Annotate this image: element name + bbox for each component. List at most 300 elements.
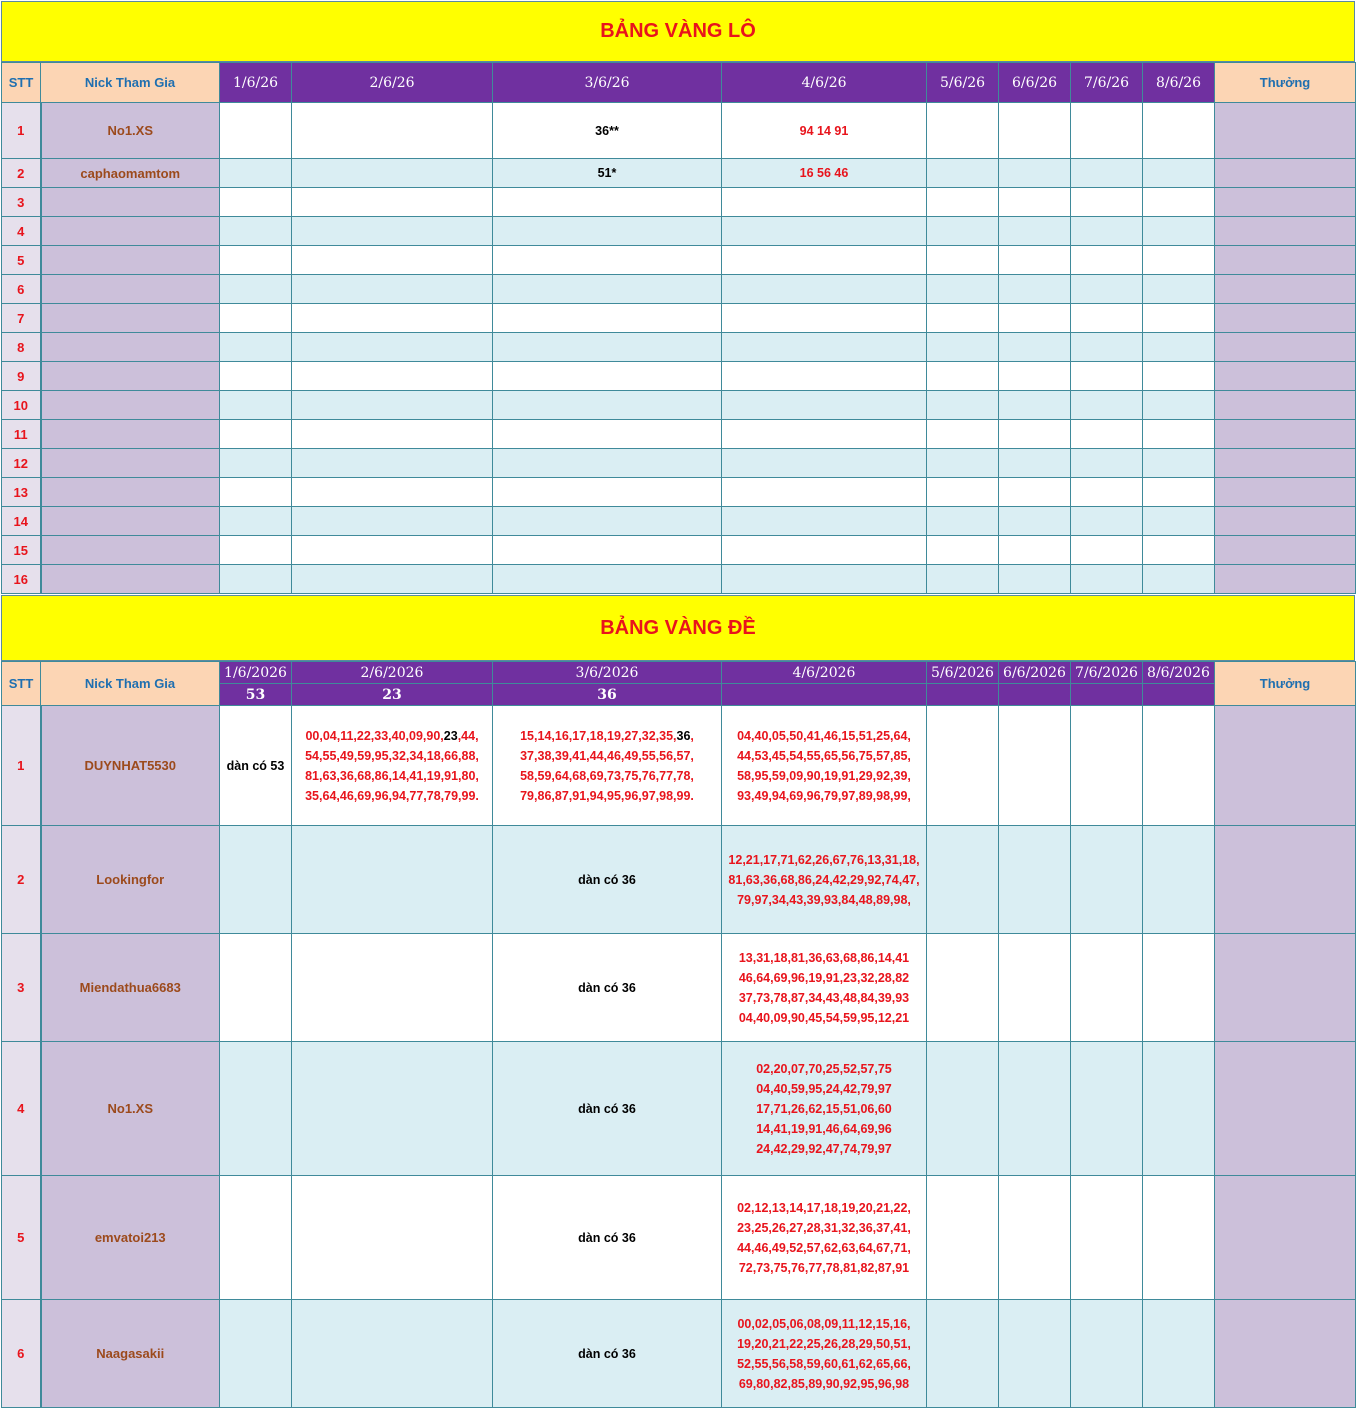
lo-row [2, 536, 1356, 565]
de-row-prize[interactable] [1215, 934, 1356, 1042]
de-row-day-7[interactable] [1071, 1300, 1143, 1408]
lo-title-banner[interactable] [1, 1, 1355, 62]
de-row-prize[interactable] [1215, 1176, 1356, 1300]
lo-row-prize[interactable] [1215, 159, 1356, 188]
lo-row-day-8[interactable] [1143, 304, 1215, 333]
lo-header-date-3[interactable]: 3/6/26 [493, 63, 722, 103]
lo-row-day-7[interactable] [1071, 507, 1143, 536]
lo-header-nick[interactable]: Nick Tham Gia [41, 63, 220, 103]
de-row-day-5[interactable] [927, 1300, 999, 1408]
lo-row-day-6[interactable] [999, 478, 1071, 507]
lo-header-date-6[interactable]: 6/6/26 [999, 63, 1071, 103]
de-row-day-3[interactable]: dàn có 36 [493, 1176, 722, 1300]
de-row-day-3[interactable]: dàn có 36 [493, 1300, 722, 1408]
lo-row-day-8[interactable] [1143, 103, 1215, 159]
lo-row-day-6[interactable] [999, 536, 1071, 565]
lo-row-day-1[interactable] [220, 159, 292, 188]
lo-row-day-1[interactable] [220, 103, 292, 159]
lo-row-day-1[interactable] [220, 391, 292, 420]
de-row-day-8[interactable] [1143, 706, 1215, 826]
lo-row-day-7[interactable] [1071, 275, 1143, 304]
lo-row-day-5[interactable] [927, 188, 999, 217]
lo-row-day-5[interactable] [927, 217, 999, 246]
lo-row-stt[interactable]: 14 [2, 507, 41, 536]
lo-row-day-8[interactable] [1143, 565, 1215, 594]
lo-row-day-2[interactable] [292, 449, 493, 478]
de-result-4[interactable] [722, 684, 927, 706]
lo-row-prize[interactable] [1215, 103, 1356, 159]
lo-row-prize[interactable] [1215, 188, 1356, 217]
de-row-day-6[interactable] [999, 1042, 1071, 1176]
de-row-day-5[interactable] [927, 826, 999, 934]
lo-row-day-5[interactable] [927, 362, 999, 391]
de-title-banner[interactable] [1, 595, 1355, 661]
lo-row-prize[interactable] [1215, 217, 1356, 246]
de-row [2, 1176, 1356, 1300]
de-row-day-3[interactable] [493, 706, 722, 826]
lo-row-prize[interactable] [1215, 246, 1356, 275]
lo-row-day-8[interactable] [1143, 362, 1215, 391]
lo-row [2, 507, 1356, 536]
lo-row-day-4[interactable] [722, 507, 927, 536]
de-result-2[interactable]: 23 [292, 684, 493, 706]
lo-row-day-7[interactable] [1071, 333, 1143, 362]
de-row-day-4[interactable]: 12,21,17,71,62,26,67,76,13,31,18, 81,63,36,68,86,24,42,29,92,74,47, 79,97,34,43,39,93,84,48,89,98, [722, 826, 927, 934]
lo-row-day-5[interactable] [927, 391, 999, 420]
de-row-day-5[interactable] [927, 1042, 999, 1176]
pick-list: 15,14,16,17,18,19,27,32,35, [520, 728, 677, 743]
lo-row-day-1[interactable] [220, 507, 292, 536]
lo-row-nick[interactable] [41, 304, 220, 333]
lo-row-day-3[interactable] [493, 391, 722, 420]
lo-row-day-8[interactable] [1143, 275, 1215, 304]
lo-row-nick[interactable] [41, 275, 220, 304]
lo-row-day-2[interactable] [292, 103, 493, 159]
lo-row-stt[interactable]: 3 [2, 188, 41, 217]
lo-row [2, 217, 1356, 246]
pick-list: 00,04,11,22,33,40,09,90, [305, 728, 444, 743]
de-header-date-7[interactable]: 7/6/2026 [1071, 662, 1143, 684]
lo-row-stt[interactable]: 4 [2, 217, 41, 246]
lo-row-day-2[interactable] [292, 217, 493, 246]
de-row [2, 1042, 1356, 1176]
lo-row-day-5[interactable] [927, 103, 999, 159]
de-result-8[interactable] [1143, 684, 1215, 706]
de-row-stt[interactable]: 2 [2, 826, 41, 934]
lo-row-day-8[interactable] [1143, 246, 1215, 275]
lo-row-stt[interactable]: 11 [2, 420, 41, 449]
lo-row [2, 246, 1356, 275]
lo-row [2, 362, 1356, 391]
lo-row-day-4[interactable] [722, 275, 927, 304]
de-row-day-4[interactable]: 13,31,18,81,36,63,68,86,14,41 46,64,69,96,19,91,23,32,28,82 37,73,78,87,34,43,48,84,39,93 04,40,09,90,45,54,59,95,12,21 [722, 934, 927, 1042]
de-row-day-2[interactable] [292, 1300, 493, 1408]
de-row-day-8[interactable] [1143, 826, 1215, 934]
de-row-day-8[interactable] [1143, 1042, 1215, 1176]
lo-row-day-6[interactable] [999, 391, 1071, 420]
lo-row-day-2[interactable] [292, 536, 493, 565]
de-row-day-5[interactable] [927, 706, 999, 826]
lo-row-day-3[interactable]: 51* [493, 159, 722, 188]
lo-row-day-6[interactable] [999, 449, 1071, 478]
de-row-day-2[interactable] [292, 1176, 493, 1300]
de-row [2, 934, 1356, 1042]
de-row-day-5[interactable] [927, 1176, 999, 1300]
de-header-date-3[interactable]: 3/6/2026 [493, 662, 722, 684]
lo-row-day-1[interactable] [220, 420, 292, 449]
lo-row-day-1[interactable] [220, 275, 292, 304]
de-row-day-8[interactable] [1143, 934, 1215, 1042]
lo-row [2, 188, 1356, 217]
lo-row-stt[interactable]: 15 [2, 536, 41, 565]
de-row [2, 826, 1356, 934]
lo-row-nick[interactable] [41, 217, 220, 246]
lo-row-prize[interactable] [1215, 391, 1356, 420]
de-header-nick[interactable]: Nick Tham Gia [41, 662, 220, 706]
lo-row-stt[interactable]: 13 [2, 478, 41, 507]
lo-row-day-6[interactable] [999, 420, 1071, 449]
lo-row-day-6[interactable] [999, 246, 1071, 275]
lo-row-day-5[interactable] [927, 420, 999, 449]
lo-row-prize[interactable] [1215, 362, 1356, 391]
lo-row-day-7[interactable] [1071, 246, 1143, 275]
lo-row-day-6[interactable] [999, 217, 1071, 246]
lo-row-nick[interactable]: No1.XS [41, 103, 220, 159]
lo-row-day-3[interactable] [493, 362, 722, 391]
lo-row-day-6[interactable] [999, 362, 1071, 391]
lo-row-day-7[interactable] [1071, 565, 1143, 594]
lo-row [2, 565, 1356, 594]
de-row-prize[interactable] [1215, 826, 1356, 934]
lo-row-day-8[interactable] [1143, 420, 1215, 449]
lo-row-day-1[interactable] [220, 478, 292, 507]
lo-row-stt[interactable]: 12 [2, 449, 41, 478]
de-row-day-6[interactable] [999, 934, 1071, 1042]
lo-row-day-3[interactable]: 36** [493, 103, 722, 159]
lo-row-day-6[interactable] [999, 275, 1071, 304]
lo-row [2, 449, 1356, 478]
de-row-stt[interactable]: 1 [2, 706, 41, 826]
lo-row-day-1[interactable] [220, 449, 292, 478]
lo-row-day-2[interactable] [292, 478, 493, 507]
lo-row-day-1[interactable] [220, 362, 292, 391]
lo-header-date-8[interactable]: 8/6/26 [1143, 63, 1215, 103]
lo-row-day-4[interactable]: 16 56 46 [722, 159, 927, 188]
lo-row-day-4[interactable] [722, 246, 927, 275]
de-row-prize[interactable] [1215, 1042, 1356, 1176]
lo-row-day-5[interactable] [927, 304, 999, 333]
lo-row-day-2[interactable] [292, 304, 493, 333]
de-header-stt[interactable]: STT [2, 662, 41, 706]
lo-header-prize[interactable]: Thưởng [1215, 63, 1356, 103]
lo-row-day-3[interactable] [493, 188, 722, 217]
lo-row-day-4[interactable] [722, 478, 927, 507]
de-header-date-4[interactable]: 4/6/2026 [722, 662, 927, 684]
lo-row-day-3[interactable] [493, 304, 722, 333]
de-result-7[interactable] [1071, 684, 1143, 706]
lo-row-day-1[interactable] [220, 188, 292, 217]
lo-row-day-2[interactable] [292, 391, 493, 420]
lo-row-prize[interactable] [1215, 536, 1356, 565]
de-row-day-3[interactable]: dàn có 36 [493, 826, 722, 934]
de-row-day-1[interactable]: dàn có 53 [220, 706, 292, 826]
de-result-3[interactable]: 36 [493, 684, 722, 706]
de-row-day-4[interactable]: 02,20,07,70,25,52,57,75 04,40,59,95,24,42,79,97 17,71,26,62,15,51,06,60 14,41,19,91,46,64,69,96 24,42,29,92,47,74,79,97 [722, 1042, 927, 1176]
lo-row-day-5[interactable] [927, 536, 999, 565]
lo-row-prize[interactable] [1215, 333, 1356, 362]
de-row-day-1[interactable] [220, 1300, 292, 1408]
lo-row-day-7[interactable] [1071, 188, 1143, 217]
de-row-day-1[interactable] [220, 1176, 292, 1300]
de-header-date-1[interactable]: 1/6/2026 [220, 662, 292, 684]
lo-row-day-2[interactable] [292, 565, 493, 594]
de-row-nick[interactable]: emvatoi213 [41, 1176, 220, 1300]
lo-row-day-7[interactable] [1071, 449, 1143, 478]
de-header-date-2[interactable]: 2/6/2026 [292, 662, 493, 684]
lo-row-nick[interactable] [41, 536, 220, 565]
lo-row-day-3[interactable] [493, 217, 722, 246]
lo-row-prize[interactable] [1215, 420, 1356, 449]
de-row-day-7[interactable] [1071, 826, 1143, 934]
lo-row-nick[interactable] [41, 507, 220, 536]
lo-header-date-4[interactable]: 4/6/26 [722, 63, 927, 103]
de-row-day-1[interactable] [220, 1042, 292, 1176]
lo-row-day-2[interactable] [292, 188, 493, 217]
lo-row [2, 159, 1356, 188]
de-row-nick[interactable]: DUYNHAT5530 [41, 706, 220, 826]
lo-row-day-2[interactable] [292, 159, 493, 188]
lo-row-day-3[interactable] [493, 333, 722, 362]
lo-row-day-8[interactable] [1143, 391, 1215, 420]
lo-row-day-6[interactable] [999, 159, 1071, 188]
lo-row-day-4[interactable] [722, 536, 927, 565]
lo-row-day-6[interactable] [999, 565, 1071, 594]
lo-row [2, 478, 1356, 507]
lo-row-day-7[interactable] [1071, 217, 1143, 246]
de-result-6[interactable] [999, 684, 1071, 706]
lo-row-prize[interactable] [1215, 449, 1356, 478]
lo-row-prize[interactable] [1215, 275, 1356, 304]
de-row-day-3[interactable]: dàn có 36 [493, 1042, 722, 1176]
lo-row-day-4[interactable] [722, 362, 927, 391]
lo-row-day-3[interactable] [493, 420, 722, 449]
lo-row-day-6[interactable] [999, 188, 1071, 217]
lo-row-nick[interactable] [41, 333, 220, 362]
de-row-day-4[interactable]: 00,02,05,06,08,09,11,12,15,16, 19,20,21,22,25,26,28,29,50,51, 52,55,56,58,59,60,61,62,65,66, 69,80,82,85,89,90,92,95,96,98 [722, 1300, 927, 1408]
de-row-day-1[interactable] [220, 934, 292, 1042]
lo-header-date-2[interactable]: 2/6/26 [292, 63, 493, 103]
lo-row-day-2[interactable] [292, 420, 493, 449]
lo-row-day-5[interactable] [927, 333, 999, 362]
lo-row-day-1[interactable] [220, 217, 292, 246]
lo-row-day-2[interactable] [292, 362, 493, 391]
lo-row-day-1[interactable] [220, 246, 292, 275]
de-row-day-2[interactable] [292, 1042, 493, 1176]
lo-row-day-3[interactable] [493, 565, 722, 594]
de-row-day-1[interactable] [220, 826, 292, 934]
lo-row-day-7[interactable] [1071, 536, 1143, 565]
lo-row-day-4[interactable] [722, 333, 927, 362]
lo-row-day-6[interactable] [999, 103, 1071, 159]
lo-row-stt[interactable]: 8 [2, 333, 41, 362]
lo-row-nick[interactable] [41, 420, 220, 449]
lo-row-day-8[interactable] [1143, 536, 1215, 565]
de-result-5[interactable] [927, 684, 999, 706]
lo-row-day-1[interactable] [220, 304, 292, 333]
lo-row-day-3[interactable] [493, 507, 722, 536]
lo-row-nick[interactable] [41, 565, 220, 594]
de-row-nick[interactable]: Lookingfor [41, 826, 220, 934]
hit-number: 36 [676, 728, 691, 743]
de-row-day-7[interactable] [1071, 706, 1143, 826]
de-row-stt[interactable]: 5 [2, 1176, 41, 1300]
lo-row-day-6[interactable] [999, 304, 1071, 333]
lo-row-day-5[interactable] [927, 246, 999, 275]
lo-row-day-4[interactable] [722, 217, 927, 246]
lo-row-prize[interactable] [1215, 507, 1356, 536]
lo-row-day-2[interactable] [292, 246, 493, 275]
hit-number: 23 [443, 728, 458, 743]
lo-row-day-7[interactable] [1071, 159, 1143, 188]
lo-header-stt[interactable]: STT [2, 63, 41, 103]
de-header-prize[interactable]: Thưởng [1215, 662, 1356, 706]
de-row-day-6[interactable] [999, 706, 1071, 826]
lo-row-day-6[interactable] [999, 333, 1071, 362]
lo-row-day-2[interactable] [292, 333, 493, 362]
lo-row-nick[interactable]: caphaomamtom [41, 159, 220, 188]
lo-row-day-1[interactable] [220, 536, 292, 565]
lo-row-day-5[interactable] [927, 565, 999, 594]
lo-row-day-3[interactable] [493, 536, 722, 565]
lo-row-day-6[interactable] [999, 507, 1071, 536]
de-row-day-7[interactable] [1071, 1176, 1143, 1300]
lo-row-stt[interactable]: 7 [2, 304, 41, 333]
lo-row-stt[interactable]: 2 [2, 159, 41, 188]
lo-row-stt[interactable]: 5 [2, 246, 41, 275]
lo-row-prize[interactable] [1215, 304, 1356, 333]
lo-row-day-8[interactable] [1143, 449, 1215, 478]
de-row-day-5[interactable] [927, 934, 999, 1042]
lo-row-nick[interactable] [41, 362, 220, 391]
de-header-row [2, 662, 1356, 684]
de-header-date-6[interactable]: 6/6/2026 [999, 662, 1071, 684]
lo-row-day-3[interactable] [493, 449, 722, 478]
lo-row-day-4[interactable] [722, 391, 927, 420]
lo-row-day-5[interactable] [927, 159, 999, 188]
lo-row-day-8[interactable] [1143, 478, 1215, 507]
lo-row-day-5[interactable] [927, 275, 999, 304]
de-row-nick[interactable]: Miendathua6683 [41, 934, 220, 1042]
lo-row-stt[interactable]: 10 [2, 391, 41, 420]
lo-row-stt[interactable]: 1 [2, 103, 41, 159]
lo-table [1, 62, 1356, 594]
lo-row-stt[interactable]: 9 [2, 362, 41, 391]
lo-row-day-5[interactable] [927, 507, 999, 536]
lo-header-date-5[interactable]: 5/6/26 [927, 63, 999, 103]
de-header-date-5[interactable]: 5/6/2026 [927, 662, 999, 684]
lo-row-stt[interactable]: 16 [2, 565, 41, 594]
lo-row-nick[interactable] [41, 449, 220, 478]
lo-row-day-1[interactable] [220, 565, 292, 594]
lo-row-day-5[interactable] [927, 449, 999, 478]
lo-row-day-7[interactable] [1071, 362, 1143, 391]
de-row-prize[interactable] [1215, 706, 1356, 826]
lo-row-prize[interactable] [1215, 565, 1356, 594]
lo-row-day-3[interactable] [493, 275, 722, 304]
pick-list: , 37,38,39,41,44,46,49,55,56,57, 58,59,64,68,69,73,75,76,77,78, 79,86,87,91,94,95,96,97,98,99. [520, 728, 694, 803]
de-result-1[interactable]: 53 [220, 684, 292, 706]
lo-row-day-2[interactable] [292, 275, 493, 304]
lo-row-nick[interactable] [41, 188, 220, 217]
lo-row-day-5[interactable] [927, 478, 999, 507]
lo-row-day-4[interactable]: 94 14 91 [722, 103, 927, 159]
lo-row-day-4[interactable] [722, 565, 927, 594]
de-row-day-6[interactable] [999, 826, 1071, 934]
de-title: BẢNG VÀNG ĐỀ [600, 616, 756, 639]
lo-row-day-7[interactable] [1071, 420, 1143, 449]
lo-row-day-3[interactable] [493, 478, 722, 507]
de-row-stt[interactable]: 3 [2, 934, 41, 1042]
lo-row-day-4[interactable] [722, 304, 927, 333]
lo-row-day-8[interactable] [1143, 159, 1215, 188]
de-row-day-7[interactable] [1071, 934, 1143, 1042]
de-header-date-8[interactable]: 8/6/2026 [1143, 662, 1215, 684]
de-row-nick[interactable]: No1.XS [41, 1042, 220, 1176]
lo-row [2, 304, 1356, 333]
lo-row-nick[interactable] [41, 246, 220, 275]
de-row-stt[interactable]: 4 [2, 1042, 41, 1176]
lo-row-day-4[interactable] [722, 420, 927, 449]
lo-row-day-1[interactable] [220, 333, 292, 362]
de-row-day-7[interactable] [1071, 1042, 1143, 1176]
lo-row-day-7[interactable] [1071, 391, 1143, 420]
lo-row-day-7[interactable] [1071, 103, 1143, 159]
de-row-day-2[interactable] [292, 706, 493, 826]
de-row-day-4[interactable]: 04,40,05,50,41,46,15,51,25,64, 44,53,45,54,55,65,56,75,57,85, 58,95,59,09,90,19,91,29,92,39, 93,49,94,69,96,79,97,89,98,99, [722, 706, 927, 826]
lo-row-day-2[interactable] [292, 507, 493, 536]
de-row-prize[interactable] [1215, 1300, 1356, 1408]
lo-header-date-1[interactable]: 1/6/26 [220, 63, 292, 103]
de-row-day-8[interactable] [1143, 1176, 1215, 1300]
lo-row-nick[interactable] [41, 478, 220, 507]
de-row [2, 706, 1356, 826]
lo-row-day-8[interactable] [1143, 217, 1215, 246]
de-row-day-2[interactable] [292, 934, 493, 1042]
lo-header-date-7[interactable]: 7/6/26 [1071, 63, 1143, 103]
de-row-stt[interactable]: 6 [2, 1300, 41, 1408]
de-row-day-6[interactable] [999, 1176, 1071, 1300]
lo-row [2, 420, 1356, 449]
lo-row-stt[interactable]: 6 [2, 275, 41, 304]
lo-row-day-7[interactable] [1071, 478, 1143, 507]
de-row-day-4[interactable]: 02,12,13,14,17,18,19,20,21,22, 23,25,26,27,28,31,32,36,37,41, 44,46,49,52,57,62,63,64,67,71, 72,73,75,76,77,78,81,82,87,91 [722, 1176, 927, 1300]
lo-row-day-8[interactable] [1143, 333, 1215, 362]
lo-row-day-3[interactable] [493, 246, 722, 275]
lo-row-prize[interactable] [1215, 478, 1356, 507]
lo-row-day-8[interactable] [1143, 188, 1215, 217]
de-row-nick[interactable]: Naagasakii [41, 1300, 220, 1408]
lo-row-day-4[interactable] [722, 449, 927, 478]
de-row-day-8[interactable] [1143, 1300, 1215, 1408]
lo-row-day-8[interactable] [1143, 507, 1215, 536]
lo-row-day-4[interactable] [722, 188, 927, 217]
de-row-day-6[interactable] [999, 1300, 1071, 1408]
lo-row-day-7[interactable] [1071, 304, 1143, 333]
pick-list: ,44, 54,55,49,59,95,32,34,18,66,88, 81,63,36,68,86,14,41,19,91,80, 35,64,46,69,96,94,77,78,79,99. [305, 728, 479, 803]
lo-row-nick[interactable] [41, 391, 220, 420]
de-row-day-2[interactable] [292, 826, 493, 934]
de-row-day-3[interactable]: dàn có 36 [493, 934, 722, 1042]
